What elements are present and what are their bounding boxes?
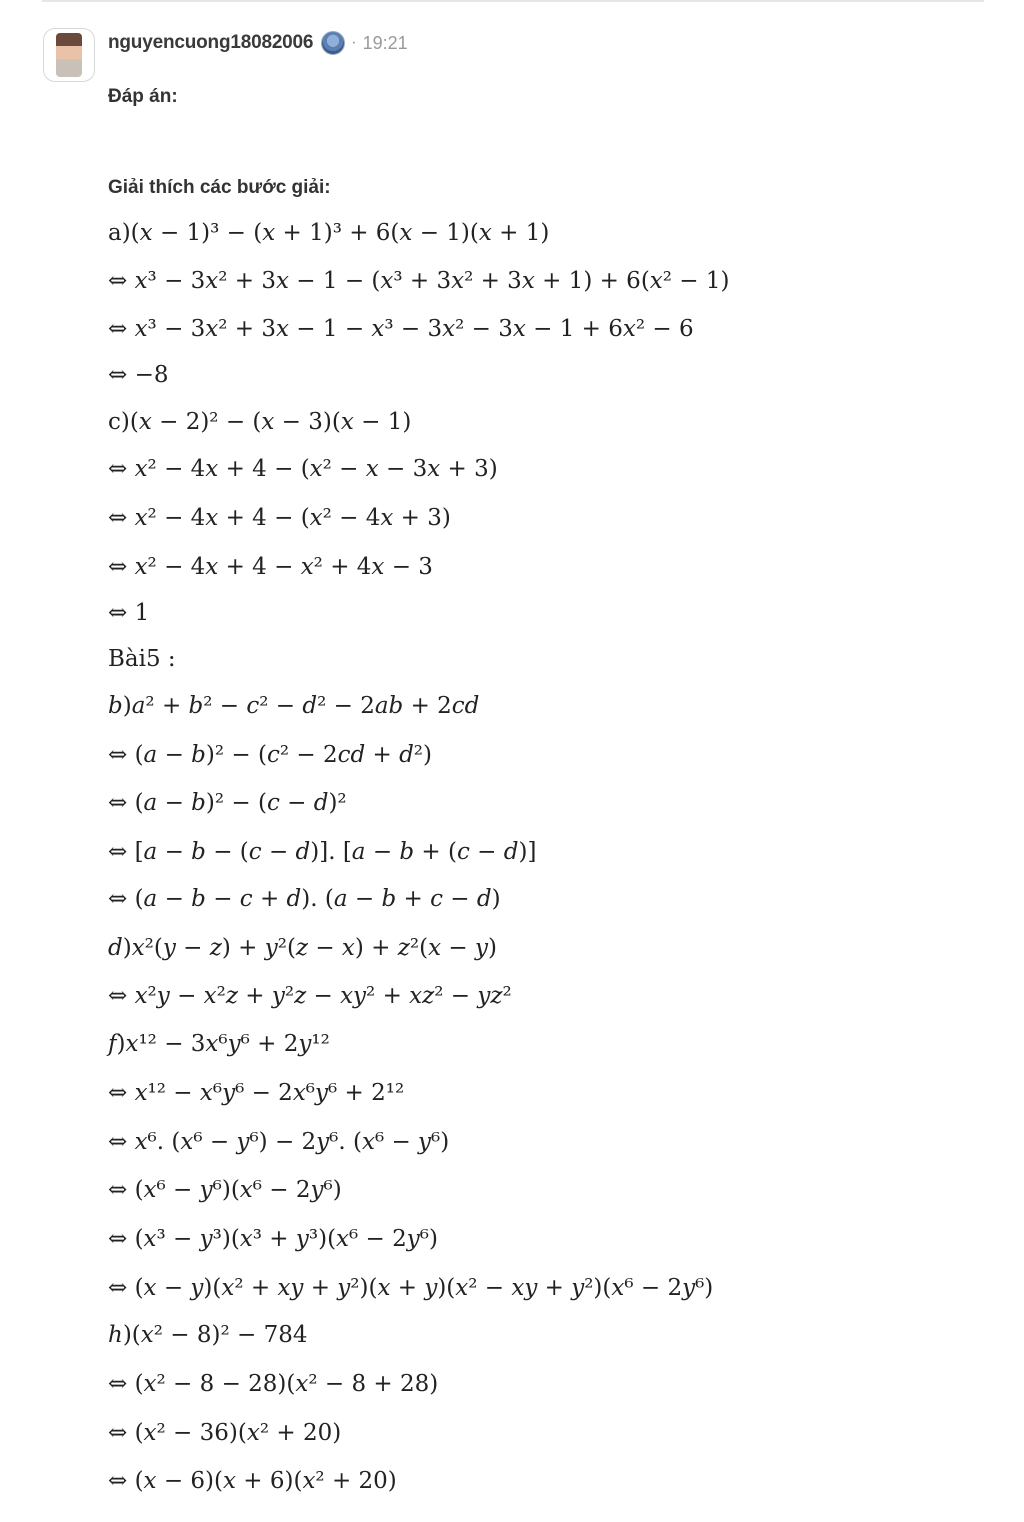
- math-line: ⇔ 𝑥³ − 3𝑥² + 3𝑥 − 1 − 𝑥³ − 3𝑥² − 3𝑥 − 1 + 6𝑥² − 6: [108, 316, 694, 342]
- math-line: 𝑓)𝑥¹² − 3𝑥⁶𝑦⁶ + 2𝑦¹²: [108, 1031, 330, 1057]
- username-link[interactable]: nguyencuong18082006: [108, 32, 314, 53]
- meta-separator: ·: [351, 34, 357, 51]
- section-heading: Bài5 :: [108, 646, 176, 672]
- math-line: ⇔ (𝑎 − 𝑏 − 𝑐 + 𝑑). (𝑎 − 𝑏 + 𝑐 − 𝑑): [108, 886, 501, 912]
- post-time: 19:21: [362, 32, 408, 53]
- math-line: ⇔ (𝑥² − 8 − 28)(𝑥² − 8 + 28): [108, 1371, 439, 1397]
- math-line: c)(𝑥 − 2)² − (𝑥 − 3)(𝑥 − 1): [108, 409, 412, 435]
- math-line: a)(𝑥 − 1)³ − (𝑥 + 1)³ + 6(𝑥 − 1)(𝑥 + 1): [108, 220, 550, 246]
- math-line: ℎ)(𝑥² − 8)² − 784: [108, 1322, 308, 1348]
- math-line: ⇔ (𝑎 − 𝑏)² − (𝑐² − 2𝑐𝑑 + 𝑑²): [108, 742, 432, 768]
- top-divider: [42, 0, 984, 2]
- rank-badge-icon: [321, 31, 345, 55]
- math-line: ⇔ 𝑥² − 4𝑥 + 4 − 𝑥² + 4𝑥 − 3: [108, 554, 433, 580]
- post-meta: [108, 30, 408, 56]
- math-line: ⇔ (𝑥² − 36)(𝑥² + 20): [108, 1420, 342, 1446]
- math-line: ⇔ 1: [108, 600, 150, 626]
- math-line: 𝑑)𝑥²(𝑦 − 𝑧) + 𝑦²(𝑧 − 𝑥) + 𝑧²(𝑥 − 𝑦): [108, 935, 497, 961]
- answer-label: Đáp án:: [108, 86, 178, 107]
- math-line: ⇔ (𝑎 − 𝑏)² − (𝑐 − 𝑑)²: [108, 790, 347, 816]
- math-line: ⇔ (𝑥³ − 𝑦³)(𝑥³ + 𝑦³)(𝑥⁶ − 2𝑦⁶): [108, 1226, 438, 1252]
- math-line: 𝑏)𝑎² + 𝑏² − 𝑐² − 𝑑² − 2𝑎𝑏 + 2𝑐𝑑: [108, 693, 480, 719]
- math-line: ⇔ 𝑥² − 4𝑥 + 4 − (𝑥² − 𝑥 − 3𝑥 + 3): [108, 456, 498, 482]
- math-line: ⇔ (𝑥⁶ − 𝑦⁶)(𝑥⁶ − 2𝑦⁶): [108, 1177, 342, 1203]
- math-line: ⇔ 𝑥³ − 3𝑥² + 3𝑥 − 1 − (𝑥³ + 3𝑥² + 3𝑥 + 1) + 6(𝑥² − 1): [108, 268, 730, 294]
- math-line: ⇔ 𝑥⁶. (𝑥⁶ − 𝑦⁶) − 2𝑦⁶. (𝑥⁶ − 𝑦⁶): [108, 1129, 450, 1155]
- math-line: ⇔ −8: [108, 362, 169, 388]
- math-line: ⇔ 𝑥¹² − 𝑥⁶𝑦⁶ − 2𝑥⁶𝑦⁶ + 2¹²: [108, 1080, 405, 1106]
- explanation-label: Giải thích các bước giải:: [108, 177, 331, 198]
- avatar[interactable]: [43, 28, 95, 82]
- math-line: ⇔ 𝑥² − 4𝑥 + 4 − (𝑥² − 4𝑥 + 3): [108, 505, 451, 531]
- math-line: ⇔ [𝑎 − 𝑏 − (𝑐 − 𝑑)]. [𝑎 − 𝑏 + (𝑐 − 𝑑)]: [108, 839, 537, 865]
- math-line: ⇔ 𝑥²𝑦 − 𝑥²𝑧 + 𝑦²𝑧 − 𝑥𝑦² + 𝑥𝑧² − 𝑦𝑧²: [108, 983, 512, 1009]
- math-line: ⇔ (𝑥 − 𝑦)(𝑥² + 𝑥𝑦 + 𝑦²)(𝑥 + 𝑦)(𝑥² − 𝑥𝑦 + 𝑦²)(𝑥⁶ − 2𝑦⁶): [108, 1275, 714, 1301]
- math-line: ⇔ (𝑥 − 6)(𝑥 + 6)(𝑥² + 20): [108, 1468, 397, 1494]
